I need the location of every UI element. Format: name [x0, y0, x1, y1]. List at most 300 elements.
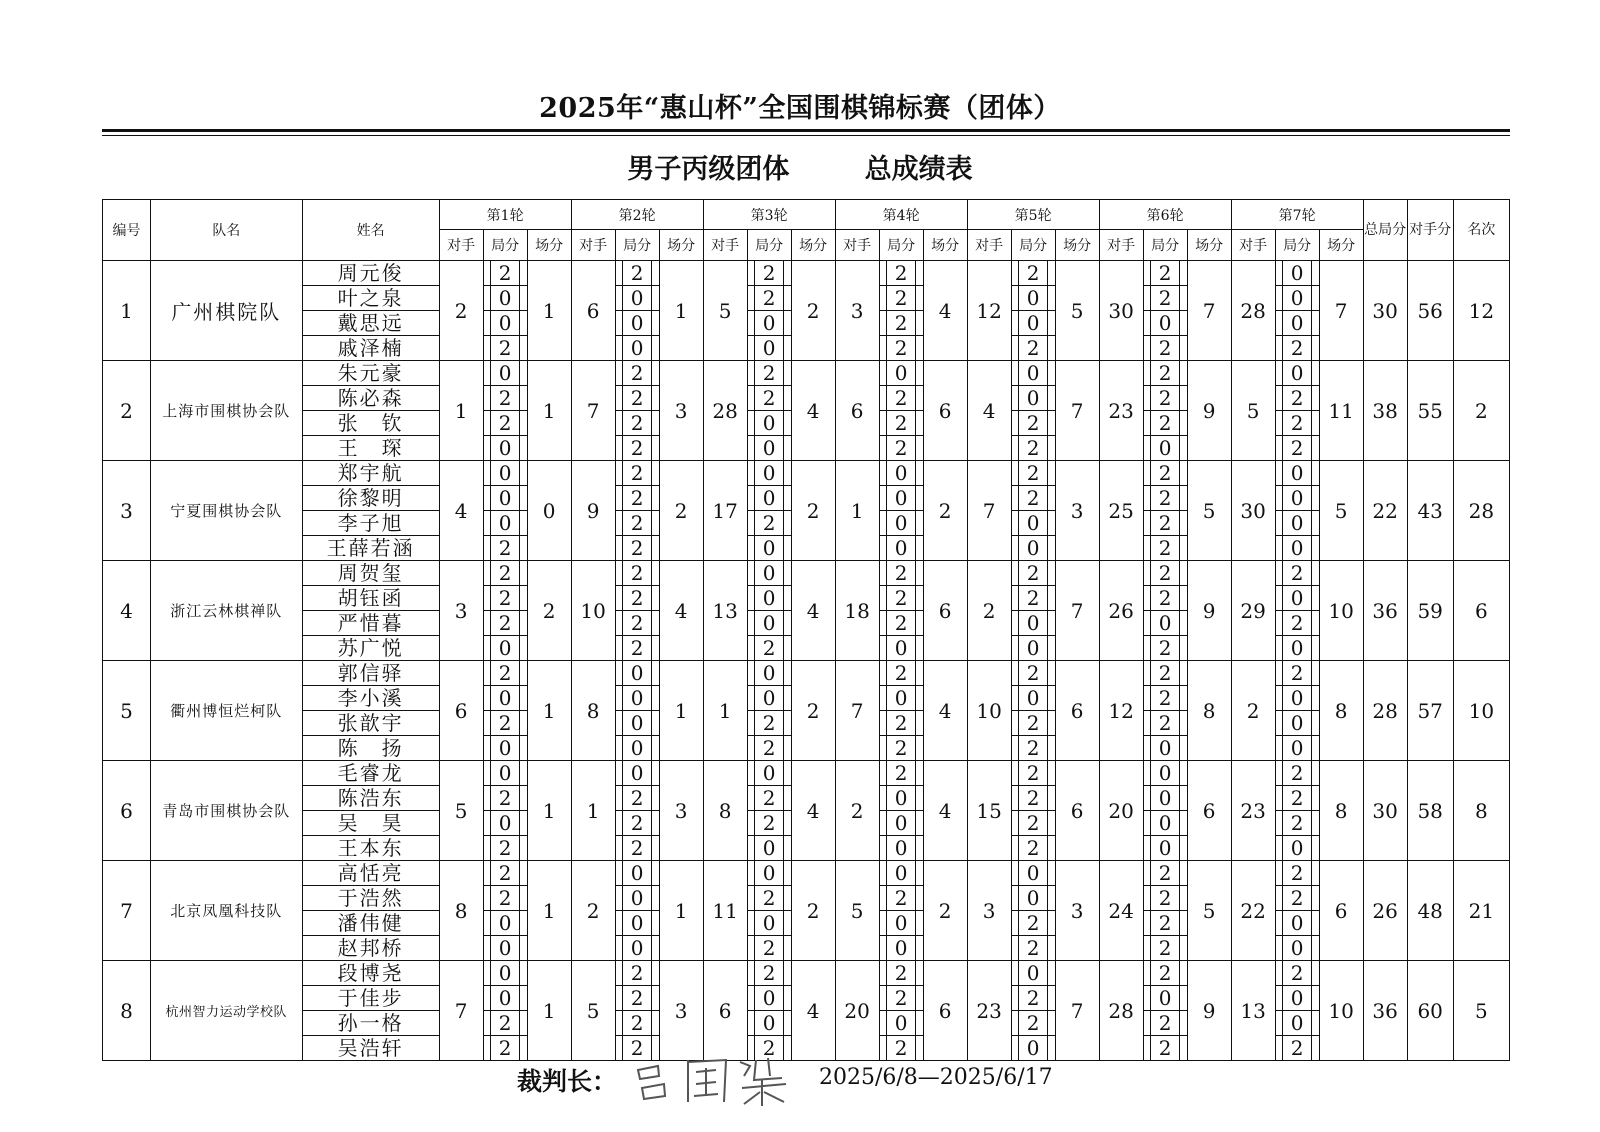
header-round-2: 第2轮	[571, 200, 703, 230]
round-2-opponent: 9	[571, 461, 615, 561]
game-score-value: 2	[1018, 736, 1048, 760]
game-score-value: 0	[490, 486, 520, 510]
header-r6-opp: 对手	[1099, 230, 1143, 261]
game-score-value: 2	[622, 611, 652, 635]
round-7-game-score	[1275, 411, 1319, 436]
game-score-value: 0	[1018, 536, 1048, 560]
round-4-game-score	[879, 786, 923, 811]
round-7-game-score	[1275, 661, 1319, 686]
round-5-match-points: 7	[1055, 361, 1099, 461]
round-3-opponent: 6	[703, 961, 747, 1061]
title-rule-thick	[102, 129, 1510, 132]
team-number: 8	[103, 961, 151, 1061]
game-score-value: 0	[1282, 461, 1312, 485]
opponent-score: 56	[1407, 261, 1453, 361]
game-score-value: 2	[886, 311, 916, 335]
round-6-game-score	[1143, 436, 1187, 461]
round-6-match-points: 7	[1187, 261, 1231, 361]
round-7-game-score	[1275, 386, 1319, 411]
game-score-value: 2	[1150, 936, 1180, 960]
game-score-value: 0	[1018, 686, 1048, 710]
game-score-value: 0	[1282, 711, 1312, 735]
game-score-value: 2	[886, 1036, 916, 1060]
round-5-game-score	[1011, 386, 1055, 411]
round-1-game-score	[483, 861, 527, 886]
header-r2-game: 局分	[615, 230, 659, 261]
game-score-value: 0	[490, 636, 520, 660]
round-6-game-score	[1143, 886, 1187, 911]
header-r1-pts: 场分	[527, 230, 571, 261]
round-4-opponent: 18	[835, 561, 879, 661]
round-3-game-score	[747, 911, 791, 936]
game-score-value: 0	[754, 611, 784, 635]
game-score-value: 2	[1018, 661, 1048, 685]
header-r4-opp: 对手	[835, 230, 879, 261]
round-7-game-score	[1275, 561, 1319, 586]
round-7-game-score	[1275, 1036, 1319, 1061]
round-4-game-score	[879, 261, 923, 286]
game-score-value: 0	[622, 311, 652, 335]
game-score-value: 0	[1282, 536, 1312, 560]
round-3-opponent: 28	[703, 361, 747, 461]
round-7-match-points: 10	[1319, 961, 1363, 1061]
round-4-match-points: 6	[923, 561, 967, 661]
game-score-value: 0	[490, 461, 520, 485]
round-1-game-score	[483, 361, 527, 386]
round-4-game-score	[879, 486, 923, 511]
round-1-opponent: 8	[439, 861, 483, 961]
round-2-match-points: 1	[659, 261, 703, 361]
round-2-match-points: 1	[659, 661, 703, 761]
team-name: 衢州博恒烂柯队	[151, 661, 302, 761]
game-score-value: 2	[1150, 461, 1180, 485]
round-7-opponent: 2	[1231, 661, 1275, 761]
round-7-game-score	[1275, 286, 1319, 311]
round-5-opponent: 12	[967, 261, 1011, 361]
round-3-game-score	[747, 886, 791, 911]
game-score-value: 2	[754, 511, 784, 535]
game-score-value: 0	[490, 361, 520, 385]
round-5-game-score	[1011, 936, 1055, 961]
player-name: 潘伟健	[302, 911, 439, 936]
round-1-game-score	[483, 1036, 527, 1061]
round-1-game-score	[483, 436, 527, 461]
player-name: 吴浩轩	[302, 1036, 439, 1061]
round-4-game-score	[879, 611, 923, 636]
player-name: 李小溪	[302, 686, 439, 711]
game-score-value: 2	[886, 261, 916, 285]
game-score-value: 2	[622, 536, 652, 560]
game-score-value: 0	[886, 811, 916, 835]
game-score-value: 2	[622, 561, 652, 585]
round-5-game-score	[1011, 886, 1055, 911]
round-1-game-score	[483, 611, 527, 636]
round-1-game-score	[483, 1011, 527, 1036]
game-score-value: 2	[1150, 336, 1180, 360]
round-5-game-score	[1011, 861, 1055, 886]
round-4-match-points: 6	[923, 361, 967, 461]
round-3-game-score	[747, 711, 791, 736]
game-score-value: 2	[754, 711, 784, 735]
round-1-game-score	[483, 261, 527, 286]
round-2-game-score	[615, 586, 659, 611]
game-score-value: 2	[1150, 861, 1180, 885]
round-2-opponent: 10	[571, 561, 615, 661]
round-5-game-score	[1011, 911, 1055, 936]
game-score-value: 2	[1282, 561, 1312, 585]
game-score-value: 0	[1018, 961, 1048, 985]
round-2-game-score	[615, 386, 659, 411]
round-1-game-score	[483, 911, 527, 936]
game-score-value: 2	[886, 886, 916, 910]
round-7-match-points: 5	[1319, 461, 1363, 561]
game-score-value: 2	[886, 436, 916, 460]
total-game-score: 38	[1363, 361, 1407, 461]
game-score-value: 0	[1018, 361, 1048, 385]
game-score-value: 2	[1018, 761, 1048, 785]
team-number: 2	[103, 361, 151, 461]
round-7-match-points: 6	[1319, 861, 1363, 961]
player-name: 陈浩东	[302, 786, 439, 811]
round-2-opponent: 2	[571, 861, 615, 961]
game-score-value: 0	[754, 661, 784, 685]
game-score-value: 2	[886, 611, 916, 635]
team-number: 1	[103, 261, 151, 361]
round-6-game-score	[1143, 861, 1187, 886]
player-name: 孙一格	[302, 1011, 439, 1036]
header-round-5: 第5轮	[967, 200, 1099, 230]
game-score-value: 0	[754, 461, 784, 485]
round-5-game-score	[1011, 961, 1055, 986]
team-name: 青岛市围棋协会队	[151, 761, 302, 861]
round-4-game-score	[879, 986, 923, 1011]
round-2-game-score	[615, 786, 659, 811]
round-3-game-score	[747, 336, 791, 361]
round-7-game-score	[1275, 986, 1319, 1011]
round-6-opponent: 12	[1099, 661, 1143, 761]
round-5-game-score	[1011, 536, 1055, 561]
round-7-game-score	[1275, 436, 1319, 461]
round-1-game-score	[483, 311, 527, 336]
round-7-game-score	[1275, 361, 1319, 386]
game-score-value: 2	[490, 836, 520, 860]
round-4-match-points: 6	[923, 961, 967, 1061]
header-total-game: 总局分	[1363, 200, 1407, 261]
game-score-value: 2	[490, 411, 520, 435]
game-score-value: 2	[1018, 936, 1048, 960]
game-score-value: 0	[754, 836, 784, 860]
round-6-match-points: 9	[1187, 961, 1231, 1061]
game-score-value: 2	[1282, 661, 1312, 685]
round-7-game-score	[1275, 461, 1319, 486]
game-score-value: 2	[1282, 386, 1312, 410]
round-1-opponent: 1	[439, 361, 483, 461]
round-6-game-score	[1143, 611, 1187, 636]
round-7-opponent: 28	[1231, 261, 1275, 361]
team-number: 4	[103, 561, 151, 661]
game-score-value: 2	[1150, 886, 1180, 910]
round-6-game-score	[1143, 1036, 1187, 1061]
game-score-value: 0	[1018, 511, 1048, 535]
game-score-value: 2	[886, 386, 916, 410]
game-score-value: 0	[1150, 786, 1180, 810]
round-2-game-score	[615, 711, 659, 736]
game-score-value: 2	[754, 361, 784, 385]
header-r7-opp: 对手	[1231, 230, 1275, 261]
round-3-game-score	[747, 311, 791, 336]
final-rank: 6	[1453, 561, 1509, 661]
round-5-opponent: 3	[967, 861, 1011, 961]
game-score-value: 0	[1282, 911, 1312, 935]
game-score-value: 0	[1150, 611, 1180, 635]
round-4-game-score	[879, 311, 923, 336]
game-score-value: 0	[886, 686, 916, 710]
game-score-value: 0	[886, 636, 916, 660]
game-score-value: 2	[490, 336, 520, 360]
chief-referee-label: 裁判长：	[517, 1067, 618, 1096]
round-5-game-score	[1011, 586, 1055, 611]
header-round-7: 第7轮	[1231, 200, 1363, 230]
round-5-game-score	[1011, 811, 1055, 836]
results-table	[102, 199, 1510, 1061]
game-score-value: 2	[1150, 261, 1180, 285]
round-2-match-points: 4	[659, 561, 703, 661]
round-2-game-score	[615, 636, 659, 661]
game-score-value: 0	[886, 861, 916, 885]
round-5-game-score	[1011, 311, 1055, 336]
round-2-game-score	[615, 336, 659, 361]
game-score-value: 2	[490, 1011, 520, 1035]
player-name: 赵邦桥	[302, 936, 439, 961]
round-2-game-score	[615, 261, 659, 286]
player-name: 段博尧	[302, 961, 439, 986]
round-6-game-score	[1143, 536, 1187, 561]
game-score-value: 2	[622, 486, 652, 510]
round-5-game-score	[1011, 461, 1055, 486]
game-score-value: 2	[886, 711, 916, 735]
game-score-value: 2	[1150, 586, 1180, 610]
game-score-value: 2	[886, 336, 916, 360]
round-7-match-points: 7	[1319, 261, 1363, 361]
round-6-game-score	[1143, 986, 1187, 1011]
round-4-game-score	[879, 811, 923, 836]
round-5-game-score	[1011, 1011, 1055, 1036]
round-6-opponent: 20	[1099, 761, 1143, 861]
game-score-value: 2	[490, 386, 520, 410]
round-5-game-score	[1011, 636, 1055, 661]
round-2-opponent: 7	[571, 361, 615, 461]
game-score-value: 0	[622, 911, 652, 935]
game-score-value: 2	[1018, 1011, 1048, 1035]
round-3-match-points: 2	[791, 261, 835, 361]
game-score-value: 0	[754, 411, 784, 435]
round-4-match-points: 4	[923, 661, 967, 761]
game-score-value: 2	[622, 361, 652, 385]
document-subtitle: 男子丙级团体 总成绩表	[627, 154, 973, 185]
game-score-value: 0	[490, 311, 520, 335]
round-3-game-score	[747, 661, 791, 686]
game-score-value: 2	[622, 586, 652, 610]
game-score-value: 2	[490, 561, 520, 585]
round-4-game-score	[879, 411, 923, 436]
round-2-game-score	[615, 511, 659, 536]
game-score-value: 0	[1150, 761, 1180, 785]
round-7-opponent: 22	[1231, 861, 1275, 961]
round-3-game-score	[747, 936, 791, 961]
game-score-value: 2	[1018, 836, 1048, 860]
round-5-game-score	[1011, 486, 1055, 511]
round-1-game-score	[483, 686, 527, 711]
game-score-value: 2	[490, 586, 520, 610]
header-r4-game: 局分	[879, 230, 923, 261]
round-7-game-score	[1275, 861, 1319, 886]
game-score-value: 0	[754, 561, 784, 585]
round-6-game-score	[1143, 761, 1187, 786]
round-1-game-score	[483, 986, 527, 1011]
game-score-value: 0	[622, 761, 652, 785]
round-4-game-score	[879, 836, 923, 861]
document-title: 2025年“惠山杯”全国围棋锦标赛（团体）	[539, 93, 1061, 124]
game-score-value: 2	[1150, 561, 1180, 585]
header-r5-game: 局分	[1011, 230, 1055, 261]
round-1-game-score	[483, 961, 527, 986]
table-row	[103, 661, 1510, 686]
game-score-value: 0	[490, 911, 520, 935]
round-6-game-score	[1143, 361, 1187, 386]
round-5-game-score	[1011, 1036, 1055, 1061]
round-6-game-score	[1143, 386, 1187, 411]
round-7-opponent: 30	[1231, 461, 1275, 561]
game-score-value: 0	[1282, 986, 1312, 1010]
game-score-value: 0	[1150, 311, 1180, 335]
round-2-game-score	[615, 761, 659, 786]
round-2-match-points: 2	[659, 461, 703, 561]
round-4-game-score	[879, 461, 923, 486]
game-score-value: 2	[622, 1036, 652, 1060]
round-7-match-points: 8	[1319, 661, 1363, 761]
round-1-opponent: 6	[439, 661, 483, 761]
game-score-value: 2	[886, 736, 916, 760]
round-6-game-score	[1143, 711, 1187, 736]
game-score-value: 0	[1018, 386, 1048, 410]
round-6-game-score	[1143, 1011, 1187, 1036]
round-7-opponent: 23	[1231, 761, 1275, 861]
round-4-opponent: 6	[835, 361, 879, 461]
round-3-game-score	[747, 536, 791, 561]
round-3-game-score	[747, 736, 791, 761]
header-r2-pts: 场分	[659, 230, 703, 261]
game-score-value: 2	[1018, 986, 1048, 1010]
final-rank: 8	[1453, 761, 1509, 861]
round-3-game-score	[747, 511, 791, 536]
round-2-match-points: 3	[659, 361, 703, 461]
round-2-match-points: 3	[659, 961, 703, 1061]
player-name: 陈必森	[302, 386, 439, 411]
game-score-value: 2	[754, 936, 784, 960]
player-name: 于浩然	[302, 886, 439, 911]
round-3-game-score	[747, 761, 791, 786]
player-name: 张歆宇	[302, 711, 439, 736]
game-score-value: 2	[754, 636, 784, 660]
game-score-value: 2	[490, 786, 520, 810]
player-name: 戚泽楠	[302, 336, 439, 361]
round-7-game-score	[1275, 886, 1319, 911]
game-score-value: 2	[754, 286, 784, 310]
final-rank: 5	[1453, 961, 1509, 1061]
round-5-game-score	[1011, 511, 1055, 536]
round-6-game-score	[1143, 586, 1187, 611]
round-1-game-score	[483, 386, 527, 411]
round-5-match-points: 7	[1055, 561, 1099, 661]
round-1-game-score	[483, 811, 527, 836]
round-6-game-score	[1143, 936, 1187, 961]
player-name: 严惜暮	[302, 611, 439, 636]
game-score-value: 2	[1150, 961, 1180, 985]
round-1-game-score	[483, 411, 527, 436]
round-1-game-score	[483, 636, 527, 661]
round-2-game-score	[615, 486, 659, 511]
round-6-game-score	[1143, 461, 1187, 486]
game-score-value: 2	[490, 861, 520, 885]
round-3-game-score	[747, 461, 791, 486]
game-score-value: 0	[622, 686, 652, 710]
game-score-value: 0	[1282, 286, 1312, 310]
round-2-match-points: 1	[659, 861, 703, 961]
round-2-game-score	[615, 1011, 659, 1036]
round-1-opponent: 7	[439, 961, 483, 1061]
round-6-match-points: 5	[1187, 461, 1231, 561]
round-4-game-score	[879, 386, 923, 411]
round-6-opponent: 30	[1099, 261, 1143, 361]
round-3-game-score	[747, 861, 791, 886]
round-7-opponent: 29	[1231, 561, 1275, 661]
game-score-value: 0	[490, 761, 520, 785]
game-score-value: 0	[1282, 636, 1312, 660]
round-2-game-score	[615, 911, 659, 936]
round-1-match-points: 1	[527, 261, 571, 361]
header-r7-pts: 场分	[1319, 230, 1363, 261]
opponent-score: 57	[1407, 661, 1453, 761]
footer	[0, 1062, 1600, 1106]
game-score-value: 2	[622, 461, 652, 485]
round-7-game-score	[1275, 311, 1319, 336]
round-3-match-points: 4	[791, 761, 835, 861]
game-score-value: 2	[1150, 286, 1180, 310]
round-5-game-score	[1011, 611, 1055, 636]
table-row	[103, 961, 1510, 986]
game-score-value: 0	[490, 286, 520, 310]
round-7-game-score	[1275, 586, 1319, 611]
round-5-match-points: 5	[1055, 261, 1099, 361]
round-4-game-score	[879, 711, 923, 736]
round-3-game-score	[747, 686, 791, 711]
round-6-game-score	[1143, 411, 1187, 436]
round-5-game-score	[1011, 711, 1055, 736]
round-3-game-score	[747, 811, 791, 836]
game-score-value: 0	[1282, 836, 1312, 860]
player-name: 朱元豪	[302, 361, 439, 386]
round-6-game-score	[1143, 836, 1187, 861]
round-6-match-points: 9	[1187, 361, 1231, 461]
game-score-value: 2	[622, 636, 652, 660]
round-5-game-score	[1011, 986, 1055, 1011]
game-score-value: 0	[754, 686, 784, 710]
team-name: 宁夏围棋协会队	[151, 461, 302, 561]
game-score-value: 0	[1282, 311, 1312, 335]
game-score-value: 2	[490, 261, 520, 285]
game-score-value: 2	[1150, 1011, 1180, 1035]
round-3-game-score	[747, 411, 791, 436]
